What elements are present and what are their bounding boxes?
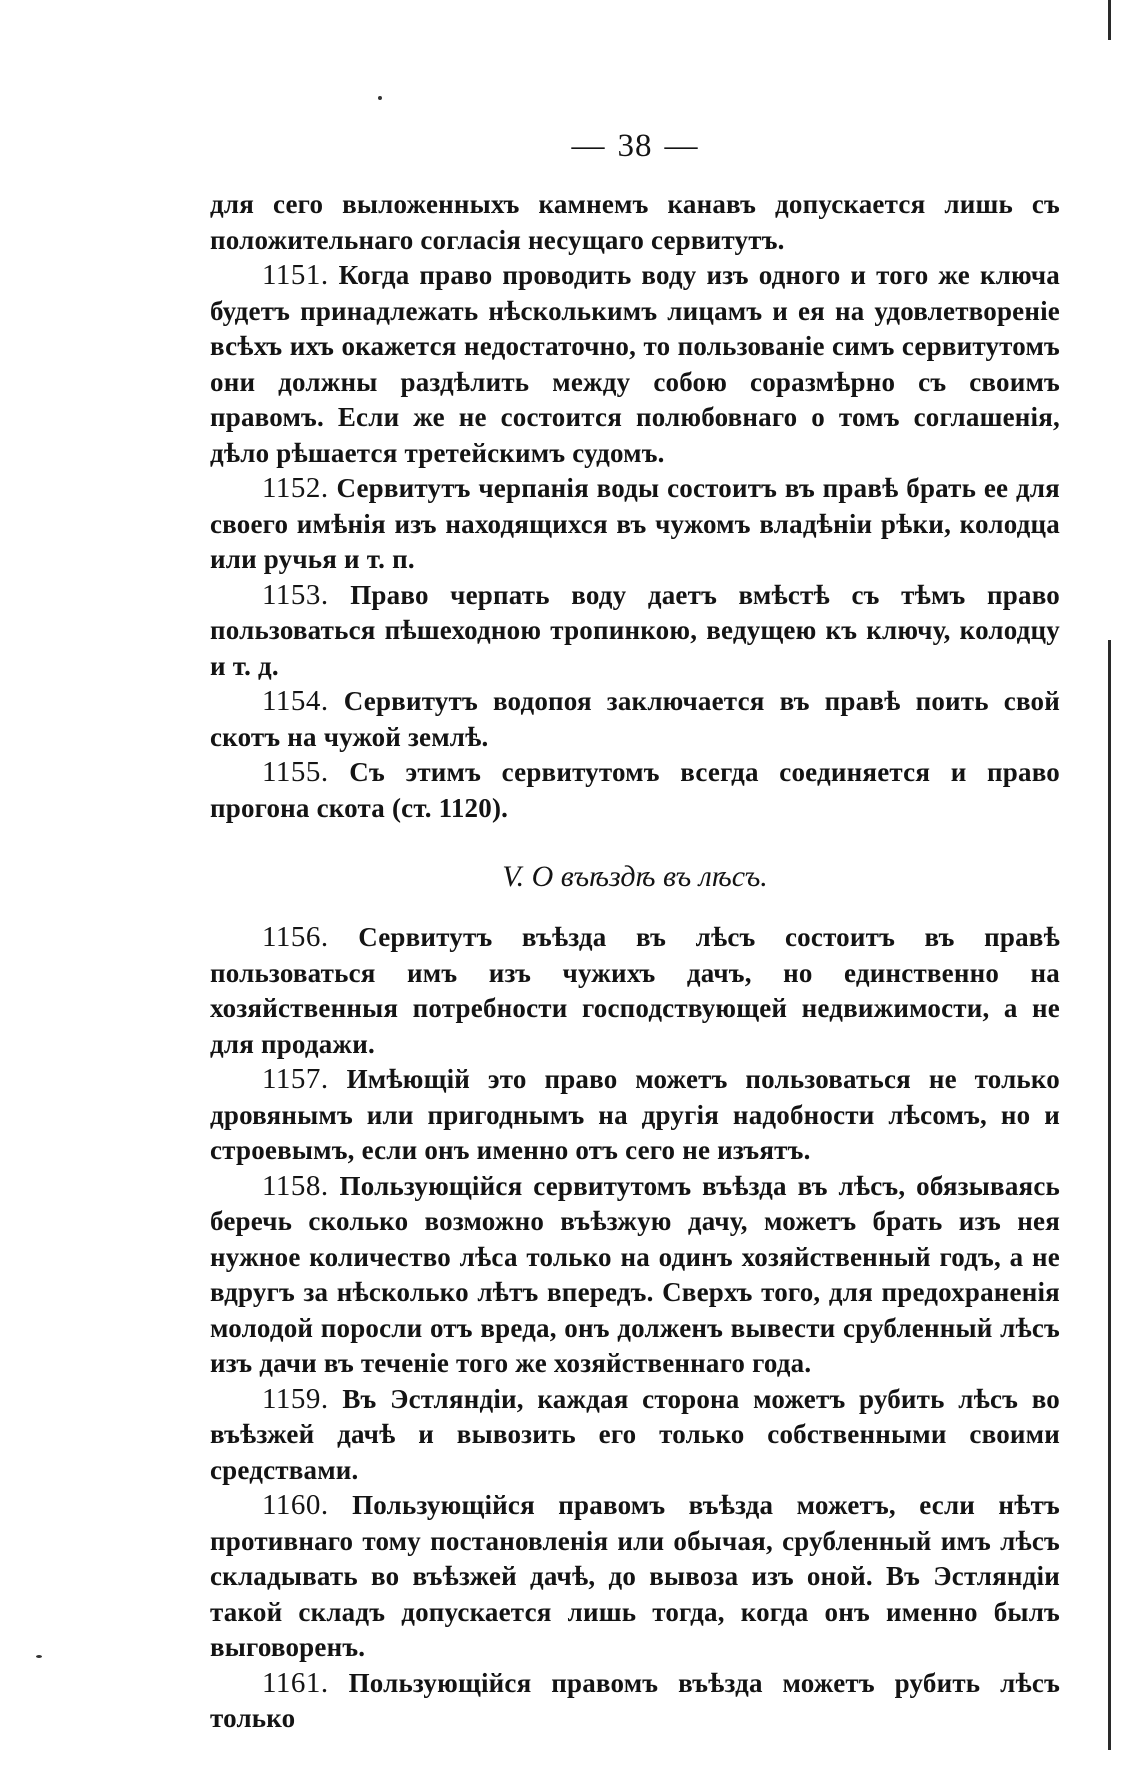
- article-number: 1156.: [262, 921, 329, 953]
- article-number: 1151.: [262, 259, 329, 291]
- paragraphs-after: [210, 920, 1060, 1737]
- section-heading: V. О въѣздѣ въ лѣсъ.: [502, 860, 768, 893]
- article-1161: 1161. Пользующійся правомъ въѣзда можетъ рубить лѣсъ только: [210, 1666, 1061, 1733]
- article-number: 1154.: [262, 685, 329, 717]
- document-page: [210, 128, 1060, 1737]
- scan-speck: [378, 96, 382, 100]
- article-1151: 1151. Когда право проводить воду изъ одного и того же ключа будетъ принадлежать нѣсколькимъ лицамъ и ея на удовлетвореніе всѣхъ ихъ окажется недостаточно, то пользованіе симъ сервитутомъ они должны раздѣлить между собою соразмѣрно съ своимъ правомъ. Если же не состоится полюбовнаго о томъ соглашенія, дѣло рѣшается третейскимъ судомъ.: [210, 259, 1060, 468]
- article-number: 1155.: [262, 756, 329, 788]
- article-1153: 1153. Право черпать воду даетъ вмѣстѣ съ тѣмъ право пользоваться пѣшеходною тропинкою, ведущею къ ключу, колодцу и т. д.: [210, 578, 1061, 681]
- article-number: 1152.: [262, 472, 329, 504]
- article-number: 1157.: [262, 1063, 329, 1095]
- article-number: 1161.: [262, 1666, 329, 1699]
- article-1154: 1154. Сервитутъ водопоя заключается въ правѣ поить свой скотъ на чужой землѣ.: [210, 685, 1060, 752]
- article-number: 1153.: [262, 578, 329, 611]
- article-1156: 1156. Сервитутъ въѣзда въ лѣсъ состоитъ въ правѣ пользоваться имъ изъ чужихъ дачъ, но единственно на хозяйственныя потребности господствующей недвижимости, а не для продажи.: [210, 921, 1060, 1059]
- article-1152: 1152. Сервитутъ черпанія воды состоитъ въ правѣ брать ее для своего имѣнія изъ находящихся въ чужомъ владѣніи рѣки, колодца или ручья и т. п.: [210, 472, 1060, 574]
- article-1160: 1160. Пользующійся правомъ въѣзда можетъ, если нѣтъ противнаго тому постановленія или обычая, срубленный имъ лѣсъ складывать во въѣзжей дачѣ, до вывоза изъ оной. Въ Эстляндіи такой складъ допускается лишь тогда, когда онъ именно былъ выговоренъ.: [210, 1489, 1060, 1662]
- page-number-value: 38: [617, 128, 653, 164]
- article-number: 1158.: [262, 1169, 329, 1202]
- paragraph-continuation: для сего выложенныхъ камнемъ канавъ допускается лишь съ положительнаго согласія несущаго сервитутъ.: [210, 189, 1060, 255]
- article-1159: 1159. Въ Эстляндіи, каждая сторона можетъ рубить лѣсъ во въѣзжей дачѣ и вывозить его только собственными своими средствами.: [210, 1382, 1060, 1485]
- scan-speck: [36, 1655, 42, 1658]
- paragraphs-before: [210, 187, 1060, 826]
- article-1158: 1158. Пользующійся сервитутомъ въѣзда въ лѣсъ, обязываясь беречь сколько возможно въѣзжую дачу, можетъ брать изъ нея нужное количество лѣса только на одинъ хозяйственный годъ, а не вдругъ за нѣсколько лѣтъ впередъ. Сверхъ того, для предохраненія молодой поросли отъ вреда, онъ долженъ вывести срубленный лѣсъ изъ дачи въ теченіе того же хозяйственнаго года.: [210, 1169, 1060, 1378]
- page-number: — 38 —: [571, 128, 699, 164]
- article-number: 1160.: [262, 1489, 329, 1521]
- article-1155: 1155. Съ этимъ сервитутомъ всегда соединяется и право прогона скота (ст. 1120).: [210, 756, 1061, 823]
- article-number: 1159.: [262, 1382, 329, 1415]
- article-1157: 1157. Имѣющій это право можетъ пользоваться не только дровянымъ или пригоднымъ на другія надобности лѣсомъ, но и строевымъ, если онъ именно отъ сего не изъятъ.: [210, 1063, 1061, 1165]
- scan-edge-line: [1108, 640, 1111, 1750]
- scan-edge-line-top: [1108, 0, 1111, 40]
